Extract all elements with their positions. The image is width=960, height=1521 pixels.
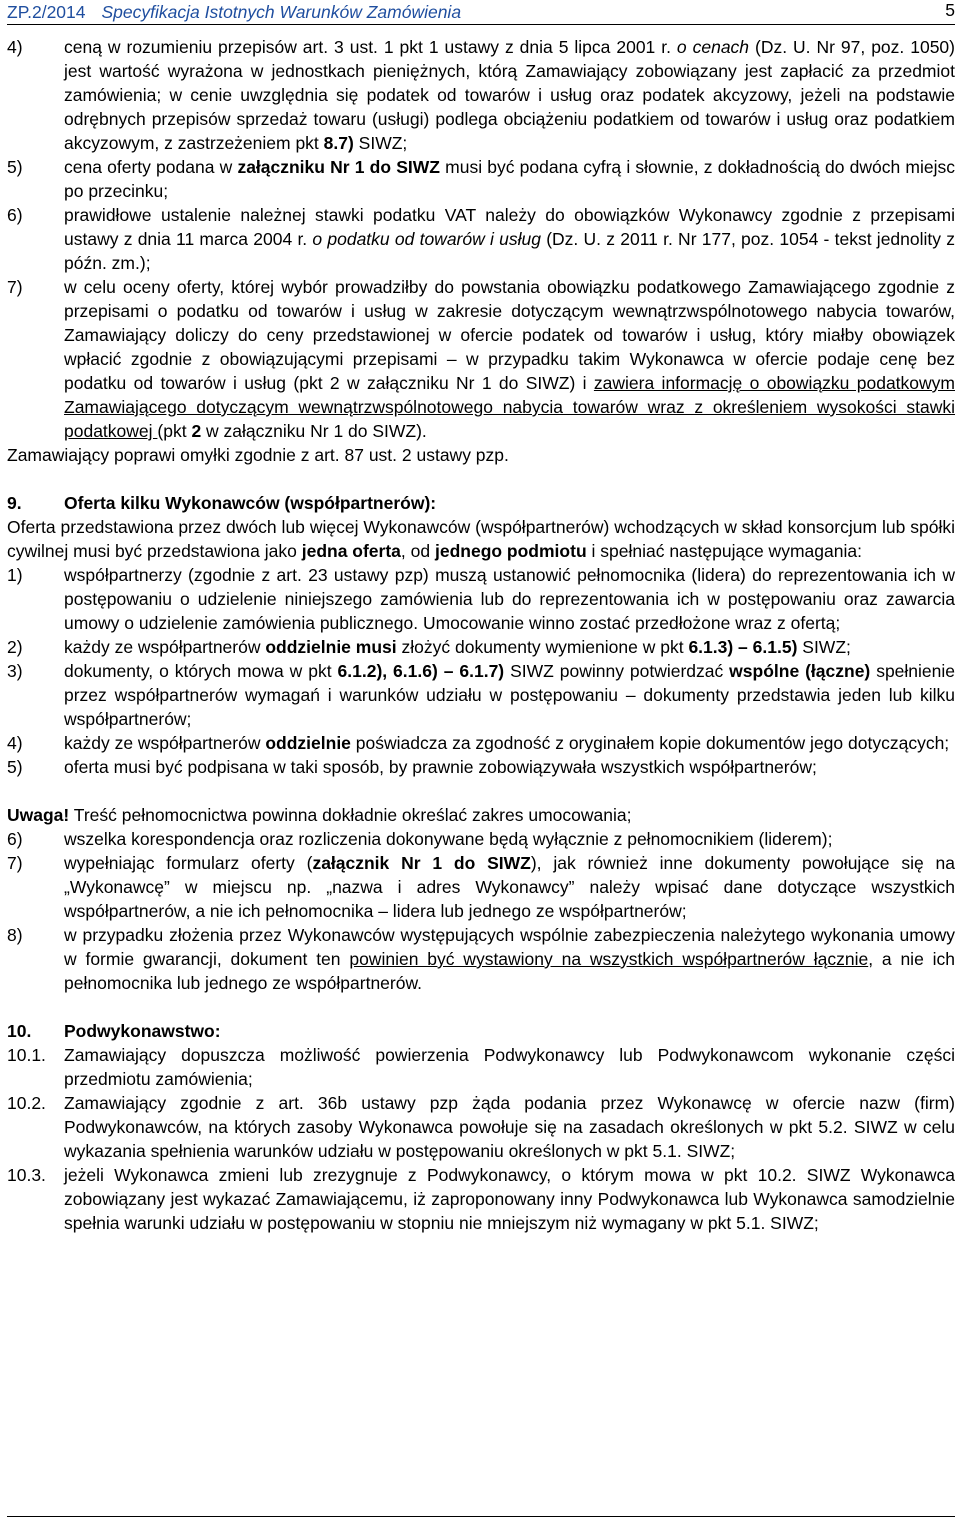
list-item: [7, 635, 955, 659]
text-run: o podatku od towarów i usług: [312, 229, 541, 249]
text-run: musi być podana cyfrą i słownie, z dokładnością do dwóch miejsc po przecinku;: [64, 157, 955, 201]
list-item-text: [64, 827, 955, 851]
text-run: wszelka korespondencja oraz rozliczenia dokonywane będą wyłącznie z pełnomocnikiem (liderem);: [64, 829, 833, 849]
section-10-title: Podwykonawstwo:: [64, 1021, 221, 1041]
list-item: [7, 1163, 955, 1235]
list-item-number: 4): [7, 733, 23, 753]
list-item-text: [64, 659, 955, 731]
list-item-number: 7): [7, 277, 23, 297]
list-item: [7, 731, 955, 755]
list-item-number: 10.3.: [7, 1165, 46, 1185]
list-item-text: [64, 923, 955, 995]
list-item-text: [64, 755, 955, 779]
document-title: Specyfikacja Istotnych Warunków Zamówienia: [101, 2, 462, 22]
text-run: o cenach: [676, 37, 750, 57]
text-run: wspólne (łączne): [729, 661, 871, 681]
text-run: Oferta przedstawiona przez dwóch lub więcej Wykonawców (współpartnerów) wchodzących w skład konsorcjum lub spółki cywilnej musi być przedstawiona jako: [7, 517, 955, 561]
text-run: 2: [191, 421, 202, 441]
text-run: jednego podmiotu: [434, 541, 587, 561]
text-run: , a nie ich pełnomocnika lub jednego ze współpartnerów.: [64, 949, 955, 993]
text-run: w przypadku złożenia przez Wykonawców występujących wspólnie zabezpieczenia należytego wykonania umowy w formie gwarancji, dokument ten: [64, 925, 955, 969]
page-header: [7, 0, 955, 25]
text-run: w celu oceny oferty, której wybór prowadziłby do powstania obowiązku podatkowego Zamawiającego zgodnie z przepisami o podatku od towarów i usług w zakresie dotyczącym wewnątrzwspólnotowego nabycia towarów, Zamawiający doliczy do ceny przedstawionej w ofercie podatek od towarów i usług, który miałby obowiązek wpłacić zgodnie z obowiązującymi przepisami – w przypadku takim Wykonawca w ofercie podaje cenę bez podatku od towarów i usług (pkt 2 w załączniku Nr 1 do SIWZ) i: [64, 277, 955, 393]
list-item-number: 5): [7, 757, 23, 777]
section-10-number: 10.: [7, 1021, 32, 1041]
text-run: Zamawiający zgodnie z art. 36b ustawy pzp żąda podania przez Wykonawcę w ofercie nazw (firm) Podwykonawców, na których zasoby Wykonawca powołuje się na zasadach określonych w pkt 5.2. SIWZ w celu wykazania spełnienia warunków udziału w postępowaniu określonych w pkt 5.1. SIWZ;: [64, 1093, 955, 1161]
list-item: [7, 155, 955, 203]
text-run: cena oferty podana w: [64, 157, 238, 177]
text-run: 6.1.2), 6.1.6) – 6.1.7): [337, 661, 505, 681]
section-9-title: Oferta kilku Wykonawców (współpartnerów):: [64, 493, 437, 513]
list-item-text: [64, 731, 955, 755]
text-run: 8.7): [323, 133, 354, 153]
list-item-number: 6): [7, 205, 23, 225]
list-item-text: [64, 851, 955, 923]
footer-rule: [7, 1516, 955, 1517]
section-9-heading: [7, 491, 955, 515]
section-9-items: [7, 563, 955, 779]
text-run: w załączniku Nr 1 do SIWZ).: [201, 421, 427, 441]
list-item-number: 10.1.: [7, 1045, 46, 1065]
text-run: oddzielnie musi: [265, 637, 397, 657]
text-run: wypełniając formularz oferty (: [64, 853, 313, 873]
note-text: Treść pełnomocnictwa powinna dokładnie określać zakres umocowania;: [69, 805, 632, 825]
list-item-text: [64, 1163, 955, 1235]
list-item-number: 6): [7, 829, 23, 849]
text-run: , od: [400, 541, 435, 561]
list-item: [7, 1091, 955, 1163]
document-body: [7, 35, 955, 1235]
list-item-number: 10.2.: [7, 1093, 46, 1113]
list-item-text: [64, 563, 955, 635]
list-item: [7, 275, 955, 443]
section-9-intro: [7, 515, 955, 563]
document-code: ZP.2/2014: [7, 2, 86, 22]
section-9-items-continued: [7, 827, 955, 995]
note-label: Uwaga!: [7, 805, 70, 825]
text-run: załącznik Nr 1 do SIWZ: [312, 853, 531, 873]
page-number: 5: [945, 0, 955, 20]
list-item-number: 4): [7, 37, 23, 57]
list-item-text: [64, 203, 955, 275]
list-item-text: [64, 275, 955, 443]
list-item: [7, 1043, 955, 1091]
text-run: każdy ze współpartnerów: [64, 637, 266, 657]
list-item: [7, 827, 955, 851]
text-run: jedna oferta: [301, 541, 401, 561]
section-8-items: [7, 35, 955, 443]
list-item: [7, 923, 955, 995]
text-run: jeżeli Wykonawca zmieni lub zrezygnuje z Podwykonawcy, o którym mowa w pkt 10.2. SIWZ Wykonawca zobowiązany jest wykazać Zamawiającemu, iż zaproponowany inny Podwykonawca lub Wykonawca samodzielnie spełnia warunki udziału w postępowaniu w stopniu nie mniejszym niż wymagany w pkt 5.1. SIWZ;: [64, 1165, 955, 1233]
list-item-text: [64, 35, 955, 155]
list-item-number: 7): [7, 853, 23, 873]
text-run: SIWZ;: [353, 133, 408, 153]
text-run: każdy ze współpartnerów: [64, 733, 266, 753]
list-item-number: 3): [7, 661, 23, 681]
list-item: [7, 203, 955, 275]
text-run: (pkt: [157, 421, 192, 441]
text-run: dokumenty, o których mowa w pkt: [64, 661, 338, 681]
text-run: poświadcza za zgodność z oryginałem kopie dokumentów jego dotyczących;: [350, 733, 950, 753]
text-run: SIWZ powinny potwierdzać: [504, 661, 730, 681]
list-item: [7, 563, 955, 635]
section-10-heading: [7, 1019, 955, 1043]
text-run: 6.1.3) – 6.1.5): [688, 637, 798, 657]
text-run: spełnienie przez współpartnerów wymagań i warunków udziału w postępowaniu – dokumenty przedstawia jeden lub kilku współpartnerów;: [64, 661, 955, 729]
text-run: prawidłowe ustalenie należnej stawki podatku VAT należy do obowiązków Wykonawcy zgodnie z przepisami ustawy z dnia 11 marca 2004 r.: [64, 205, 955, 249]
section-9-note: [7, 803, 955, 827]
text-run: (Dz. U. z 2011 r. Nr 177, poz. 1054 - tekst jednolity z późn. zm.);: [64, 229, 955, 273]
spacer: [7, 779, 955, 803]
text-run: i spełniać następujące wymagania:: [586, 541, 862, 561]
list-item-text: [64, 1043, 955, 1091]
text-run: (Dz. U. Nr 97, poz. 1050) jest wartość wyrażona w jednostkach pieniężnych, którą Zamawiający zobowiązany jest zapłacić za przedmiot zamówienia; w cenie uwzględnia się podatek od towarów i usług oraz podatek akcyzowy, jeżeli na podstawie odrębnych przepisów sprzedaż towaru (usługi) podlega obciążeniu podatkiem od towarów i usług oraz podatkiem akcyzowym, z zastrzeżeniem pkt: [64, 37, 955, 153]
text-run: zawiera informację o obowiązku podatkowym Zamawiającego dotyczącym wewnątrzwspólnotowego nabycia towarów wraz z określeniem wysokości stawki podatkowej: [64, 373, 955, 441]
list-item: [7, 659, 955, 731]
list-item-number: 5): [7, 157, 23, 177]
list-item-number: 2): [7, 637, 23, 657]
text-run: oferta musi być podpisana w taki sposób, by prawnie zobowiązywała wszystkich współpartnerów;: [64, 757, 817, 777]
list-item: [7, 755, 955, 779]
section-9-number: 9.: [7, 493, 22, 513]
text-run: SIWZ;: [797, 637, 851, 657]
section-10-items: [7, 1043, 955, 1235]
list-item: [7, 851, 955, 923]
section-8-closing: Zamawiający poprawi omyłki zgodnie z art. 87 ust. 2 ustawy pzp.: [7, 445, 509, 465]
list-item-text: [64, 635, 955, 659]
text-run: ), jak również inne dokumenty powołujące się na „Wykonawcę” w miejscu np. „nazwa i adres Wykonawcy” należy wpisać dane dotyczące wszystkich współpartnerów, a nie ich pełnomocnika – lidera lub jednego ze współpartnerów;: [64, 853, 955, 921]
list-item-text: [64, 155, 955, 203]
list-item: [7, 35, 955, 155]
list-item-number: 1): [7, 565, 23, 585]
text-run: załączniku Nr 1 do SIWZ: [237, 157, 440, 177]
text-run: oddzielnie: [265, 733, 351, 753]
list-item-text: [64, 1091, 955, 1163]
text-run: złożyć dokumenty wymienione w pkt: [396, 637, 689, 657]
text-run: powinien być wystawiony na wszystkich współpartnerów łącznie: [349, 949, 869, 969]
document-page: [7, 0, 955, 1235]
text-run: Zamawiający dopuszcza możliwość powierzenia Podwykonawcy lub Podwykonawcom wykonanie części przedmiotu zamówienia;: [64, 1045, 955, 1089]
list-item-number: 8): [7, 925, 23, 945]
text-run: ceną w rozumieniu przepisów art. 3 ust. 1 pkt 1 ustawy z dnia 5 lipca 2001 r.: [64, 37, 677, 57]
text-run: współpartnerzy (zgodnie z art. 23 ustawy pzp) muszą ustanowić pełnomocnika (lidera) do reprezentowania ich w postępowaniu o udzielenie niniejszego zamówienia lub do reprezentowania ich w postępowaniu oraz zawarcia umowy o udzielenie zamówienia publicznego. Umocowanie winno zostać przedłożone wraz z ofertą;: [64, 565, 955, 633]
